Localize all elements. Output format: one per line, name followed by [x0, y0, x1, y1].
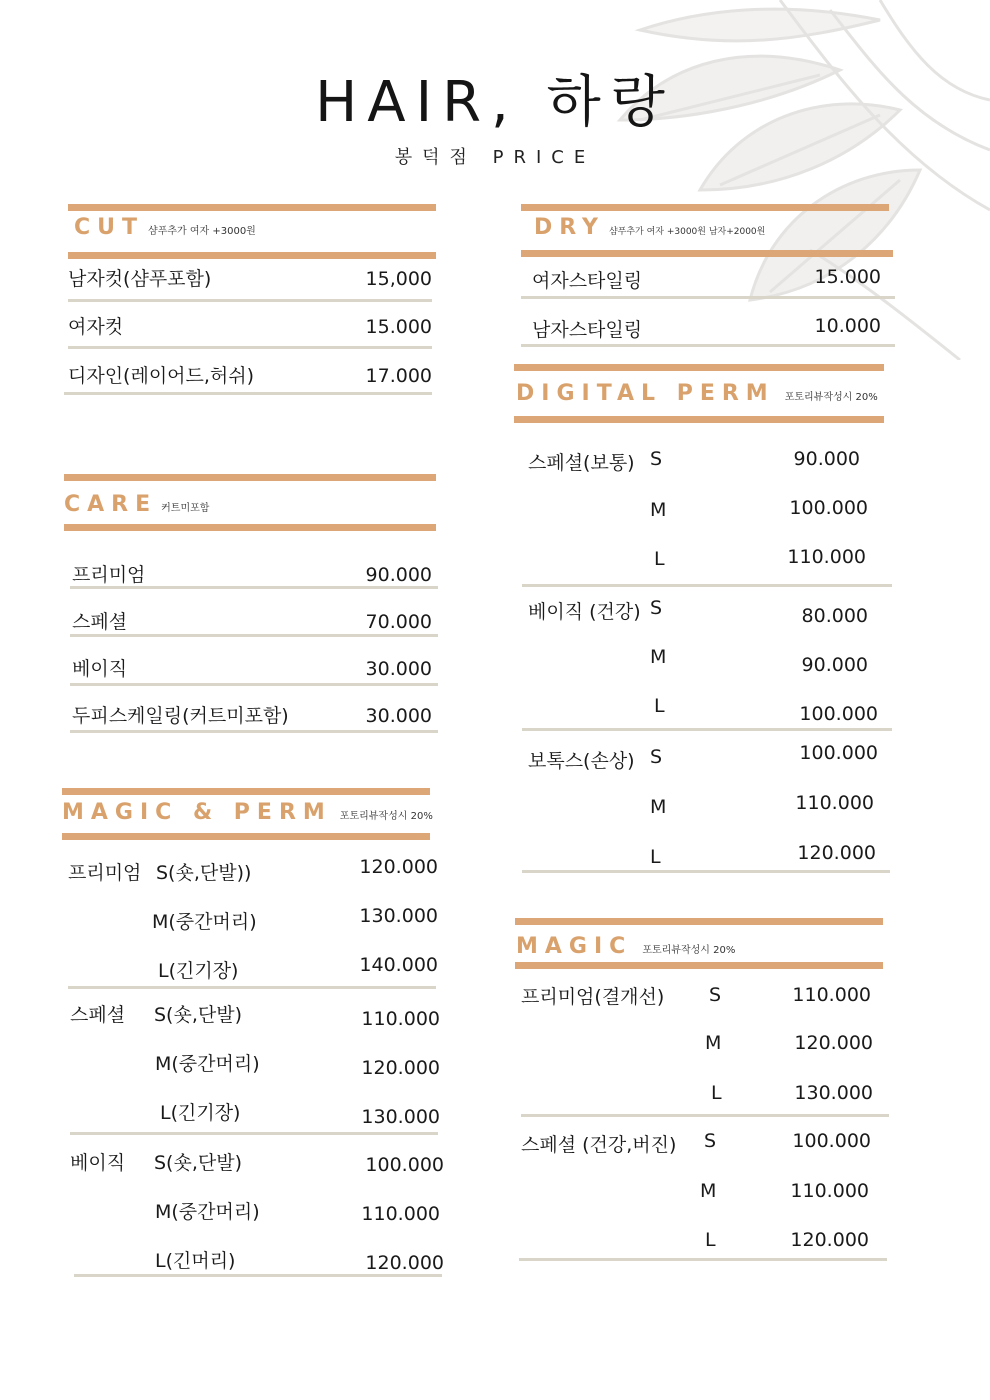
item-price: 120.000 — [359, 856, 438, 878]
section-note: 포토리뷰작성시 20% — [642, 945, 736, 956]
row-divider — [70, 1132, 438, 1135]
row-divider — [68, 299, 432, 302]
item-price: 90.000 — [801, 654, 868, 676]
magic-perm-section — [62, 788, 444, 1280]
cut-section — [68, 204, 436, 404]
item-price: 100.000 — [365, 1154, 444, 1176]
section-bar — [514, 364, 884, 371]
section-bar — [521, 204, 889, 211]
row-divider — [68, 986, 436, 989]
item-price: 90.000 — [793, 448, 860, 470]
item-price: 100.000 — [789, 497, 868, 519]
item-price: 120.000 — [365, 1252, 444, 1274]
item-size: L — [711, 1082, 722, 1104]
row-divider — [70, 586, 438, 589]
item-size: L(긴머리) — [155, 1250, 236, 1272]
item-size: L(긴기장) — [160, 1102, 241, 1124]
row-divider — [68, 346, 432, 349]
item-price: 15,000 — [365, 268, 432, 290]
group-name: 보톡스(손상) — [528, 750, 635, 772]
section-bar — [521, 250, 893, 257]
section-bar — [515, 918, 883, 925]
item-price: 30.000 — [365, 658, 432, 680]
item-price: 130.000 — [359, 905, 438, 927]
item-name: 여자컷 — [68, 316, 124, 338]
item-price: 120.000 — [790, 1229, 869, 1251]
group-name: 스페셜 (건강,버진) — [521, 1134, 677, 1156]
item-price: 140.000 — [359, 954, 438, 976]
section-title: MAGIC — [516, 934, 633, 959]
item-name: 프리미엄 — [72, 564, 146, 586]
item-name: 두피스케일링(커트미포함) — [72, 705, 289, 727]
item-price: 120.000 — [794, 1032, 873, 1054]
section-header — [516, 934, 735, 959]
item-size: M — [650, 646, 667, 668]
item-price: 15.000 — [814, 266, 881, 288]
item-size: S — [709, 984, 722, 1006]
item-size: S(숏,단발) — [154, 1152, 242, 1174]
item-size: M(중간머리) — [155, 1053, 260, 1075]
item-size: L — [705, 1229, 716, 1251]
item-price: 80.000 — [801, 605, 868, 627]
item-size: M(중간머리) — [152, 911, 257, 933]
section-note: 커트미포함 — [161, 503, 210, 514]
digital-perm-section — [514, 364, 884, 876]
item-size: S(숏,단발)) — [156, 862, 252, 884]
section-title: DIGITAL PERM — [516, 381, 775, 406]
section-bar — [64, 524, 436, 531]
group-name: 프리미엄 — [68, 862, 142, 884]
row-divider — [521, 344, 895, 347]
item-price: 15.000 — [365, 316, 432, 338]
row-divider — [522, 584, 892, 587]
item-size: M — [700, 1180, 717, 1202]
group-name: 스페셜 — [70, 1004, 126, 1026]
item-size: L — [654, 548, 665, 570]
section-header — [74, 215, 256, 240]
item-size: M — [650, 499, 667, 521]
item-name: 베이직 — [72, 658, 128, 680]
item-price: 90.000 — [365, 564, 432, 586]
group-name: 베이직 — [70, 1152, 126, 1174]
row-divider — [70, 634, 438, 637]
item-price: 17.000 — [365, 365, 432, 387]
row-divider — [521, 296, 895, 299]
section-title: DRY — [534, 215, 605, 240]
item-price: 130.000 — [361, 1106, 440, 1128]
section-title: CARE — [64, 492, 158, 517]
item-size: M — [705, 1032, 722, 1054]
item-price: 70.000 — [365, 611, 432, 633]
section-note: 샴푸추가 여자 +3000원 — [148, 226, 256, 237]
row-divider — [521, 1114, 889, 1117]
section-header — [516, 381, 878, 406]
item-price: 110.000 — [792, 984, 871, 1006]
dry-section — [521, 204, 889, 350]
section-header — [534, 215, 765, 240]
section-header — [62, 800, 433, 825]
section-bar — [64, 474, 436, 481]
row-divider — [74, 1274, 442, 1277]
item-size: M — [650, 796, 667, 818]
section-bar — [62, 833, 430, 840]
item-price: 110.000 — [790, 1180, 869, 1202]
row-divider — [522, 728, 892, 731]
section-bar — [68, 252, 436, 259]
section-bar — [514, 416, 884, 423]
section-title: MAGIC & PERM — [62, 800, 332, 825]
section-note: 포토리뷰작성시 20% — [784, 392, 878, 403]
item-price: 130.000 — [794, 1082, 873, 1104]
item-name: 남자스타일링 — [532, 319, 643, 341]
item-size: S — [704, 1130, 717, 1152]
item-name: 디자인(레이어드,허쉬) — [68, 365, 255, 387]
item-price: 100.000 — [792, 1130, 871, 1152]
section-bar — [62, 788, 430, 795]
item-size: S — [650, 597, 663, 619]
item-size: L(긴기장) — [158, 960, 239, 982]
page-subtitle: 봉덕점 PRICE — [394, 147, 596, 168]
item-price: 120.000 — [361, 1057, 440, 1079]
row-divider — [522, 870, 890, 873]
item-size: S — [650, 746, 663, 768]
item-price: 10.000 — [814, 315, 881, 337]
row-divider — [70, 683, 438, 686]
item-price: 120.000 — [797, 842, 876, 864]
item-size: S(숏,단발) — [154, 1004, 242, 1026]
item-size: S — [650, 448, 663, 470]
row-divider — [70, 730, 438, 733]
row-divider — [519, 1258, 887, 1261]
item-price: 100.000 — [799, 703, 878, 725]
care-section — [64, 474, 436, 736]
group-name: 베이직 (건강) — [528, 601, 641, 623]
section-note: 포토리뷰작성시 20% — [339, 811, 433, 822]
section-header — [64, 492, 209, 517]
item-name: 여자스타일링 — [532, 270, 643, 292]
section-note: 샴푸추가 여자 +3000원 남자+2000원 — [608, 227, 766, 237]
row-divider — [64, 392, 432, 395]
section-bar — [68, 204, 436, 211]
item-size: L — [650, 846, 661, 868]
section-title: CUT — [74, 215, 145, 240]
item-size: L — [654, 695, 665, 717]
item-price: 110.000 — [787, 546, 866, 568]
page-title: HAIR, 하랑 — [315, 70, 675, 135]
item-price: 100.000 — [799, 742, 878, 764]
magic-section — [515, 918, 883, 1264]
item-name: 스페셜 — [72, 611, 128, 633]
item-price: 110.000 — [361, 1008, 440, 1030]
item-size: M(중간머리) — [155, 1201, 260, 1223]
section-bar — [515, 962, 883, 969]
item-price: 110.000 — [795, 792, 874, 814]
item-price: 110.000 — [361, 1203, 440, 1225]
group-name: 스페셜(보통) — [528, 452, 635, 474]
item-price: 30.000 — [365, 705, 432, 727]
item-name: 남자컷(샴푸포함) — [68, 268, 212, 290]
group-name: 프리미엄(결개선) — [521, 986, 665, 1008]
